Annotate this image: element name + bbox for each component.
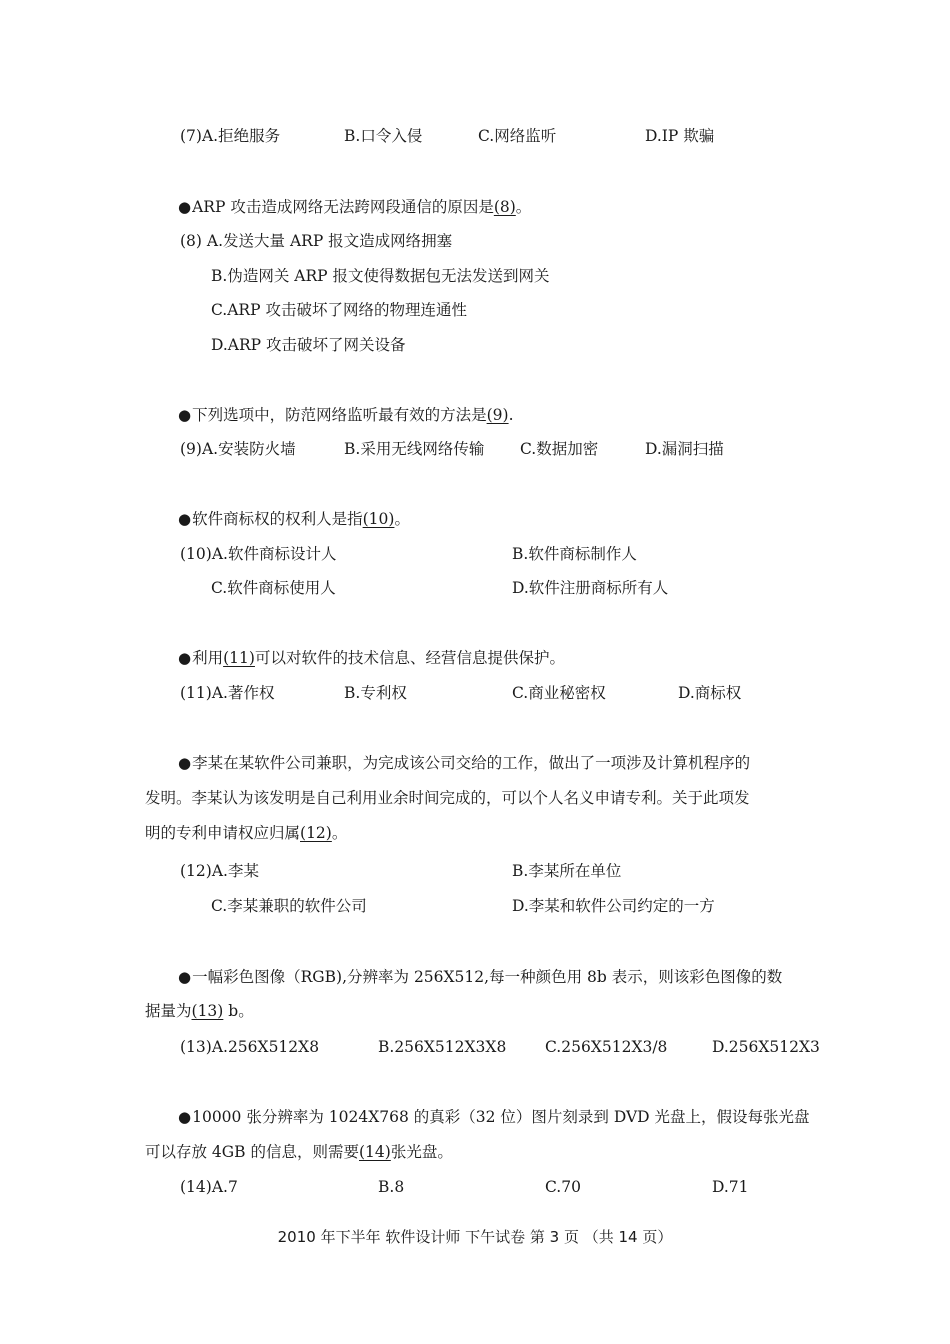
q7-option-a: A.拒绝服务 <box>201 127 281 145</box>
q14-option-d: D.71 <box>712 1178 749 1196</box>
q14-stem-text-1: 10000 张分辨率为 1024X768 的真彩（32 位）图片刻录到 DVD 光盘上，假设每张光盘 <box>192 1108 810 1126</box>
q14-stem-line1 <box>178 1106 810 1128</box>
q10-option-a-row <box>180 543 336 565</box>
q8-option-c: C.ARP 攻击破坏了网络的物理连通性 <box>211 301 467 319</box>
q10-blank: (10) <box>362 510 395 528</box>
q9-option-a: A.安装防火墙 <box>201 440 296 458</box>
q14-stem-text-2: 可以存放 4GB 的信息，则需要 <box>145 1143 359 1161</box>
q8-option-a-row <box>180 230 452 252</box>
bullet-icon: ● <box>178 754 192 772</box>
q9-option-b: B.采用无线网络传输 <box>344 440 485 458</box>
q12-stem-text-1: 李某在某软件公司兼职，为完成该公司交给的工作，做出了一项涉及计算机程序的 <box>192 754 751 772</box>
q14-blank: (14) <box>359 1143 391 1161</box>
q10-stem-end: 。 <box>394 510 410 528</box>
bullet-icon: ● <box>178 406 192 424</box>
bullet-icon: ● <box>178 968 192 986</box>
q13-stem-line1 <box>178 966 782 988</box>
q11-option-d: D.商标权 <box>678 684 742 702</box>
q9-label: (9) <box>180 440 202 458</box>
q11-stem-end: 可以对软件的技术信息、经营信息提供保护。 <box>254 649 565 667</box>
q8-stem <box>178 196 531 218</box>
q10-label: (10) <box>180 545 212 563</box>
q10-stem <box>178 508 410 530</box>
q9-stem-end: . <box>508 406 514 424</box>
q8-option-d: D.ARP 攻击破坏了网关设备 <box>211 336 406 354</box>
q14-option-a-row <box>180 1176 238 1198</box>
q13-blank: (13) <box>191 1002 224 1020</box>
q14-stem-line2 <box>145 1141 453 1163</box>
q14-stem-end: 张光盘。 <box>390 1143 453 1161</box>
q8-option-a: A.发送大量 ARP 报文造成网络拥塞 <box>206 232 453 250</box>
q10-stem-text: 软件商标权的权利人是指 <box>192 510 363 528</box>
q11-option-a: A.著作权 <box>211 684 275 702</box>
q11-option-b: B.专利权 <box>344 684 407 702</box>
q11-label: (11) <box>180 684 212 702</box>
page-footer: 2010 年下半年 软件设计师 下午试卷 第 3 页 （共 14 页） <box>277 1228 673 1246</box>
q14-option-c: C.70 <box>545 1178 581 1196</box>
q12-option-c: C.李某兼职的软件公司 <box>211 897 367 915</box>
q10-option-c: C.软件商标使用人 <box>211 579 336 597</box>
q13-option-c: C.256X512X3/8 <box>545 1038 668 1056</box>
q12-stem-line2: 发明。李某认为该发明是自己利用业余时间完成的，可以个人名义申请专利。关于此项发 <box>145 789 750 807</box>
q13-option-d: D.256X512X3 <box>712 1038 820 1056</box>
q12-label: (12) <box>180 862 212 880</box>
q12-option-a-row <box>180 860 259 882</box>
bullet-icon: ● <box>178 649 192 667</box>
q7-option-c: C.网络监听 <box>478 127 557 145</box>
q12-stem-line3 <box>145 822 347 844</box>
q13-stem-end: b。 <box>223 1002 254 1020</box>
bullet-icon: ● <box>178 198 192 216</box>
q8-blank: (8) <box>493 198 516 216</box>
q13-label: (13) <box>180 1038 212 1056</box>
q13-stem-text-1: 一幅彩色图像（RGB),分辨率为 256X512,每一种颜色用 8b 表示，则该彩色图像的数 <box>192 968 783 986</box>
q8-stem-end: 。 <box>515 198 532 216</box>
q7-option-b: B.口令入侵 <box>344 127 423 145</box>
q7-option-row <box>180 125 280 147</box>
q8-option-b: B.伪造网关 ARP 报文使得数据包无法发送到网关 <box>211 267 550 285</box>
q12-option-b: B.李某所在单位 <box>512 862 622 880</box>
q13-option-a-row <box>180 1036 319 1058</box>
q13-option-a: A.256X512X8 <box>211 1038 320 1056</box>
q7-option-d: D.IP 欺骗 <box>645 127 715 145</box>
q13-stem-text-2: 据量为 <box>145 1002 192 1020</box>
q10-option-d: D.软件注册商标所有人 <box>512 579 669 597</box>
q13-option-b: B.256X512X3X8 <box>378 1038 507 1056</box>
q12-stem-end: 。 <box>331 824 348 842</box>
q12-option-a: A.李某 <box>211 862 259 880</box>
q11-stem-text: 利用 <box>192 649 224 667</box>
q10-option-b: B.软件商标制作人 <box>512 545 637 563</box>
q9-stem <box>178 404 514 426</box>
q8-stem-text: ARP 攻击造成网络无法跨网段通信的原因是 <box>192 198 494 216</box>
q10-option-a: A.软件商标设计人 <box>211 545 337 563</box>
q12-blank: (12) <box>300 824 332 842</box>
q11-stem <box>178 647 565 669</box>
q14-option-a: A.7 <box>211 1178 238 1196</box>
q9-option-a-row <box>180 438 296 460</box>
q9-stem-text: 下列选项中，防范网络监听最有效的方法是 <box>192 406 487 424</box>
q9-blank: (9) <box>486 406 509 424</box>
q11-blank: (11) <box>223 649 255 667</box>
q9-option-d: D.漏洞扫描 <box>645 440 724 458</box>
q11-option-c: C.商业秘密权 <box>512 684 606 702</box>
bullet-icon: ● <box>178 1108 192 1126</box>
q12-stem-text-3: 明的专利申请权应归属 <box>145 824 301 842</box>
q11-option-a-row <box>180 682 274 704</box>
q8-label: (8) <box>180 232 202 250</box>
q12-option-d: D.李某和软件公司约定的一方 <box>512 897 715 915</box>
q7-label: (7) <box>180 127 202 145</box>
bullet-icon: ● <box>178 510 192 528</box>
q14-label: (14) <box>180 1178 212 1196</box>
q12-stem-line1 <box>178 752 750 774</box>
q13-stem-line2 <box>145 1000 254 1022</box>
q9-option-c: C.数据加密 <box>520 440 599 458</box>
q14-option-b: B.8 <box>378 1178 405 1196</box>
